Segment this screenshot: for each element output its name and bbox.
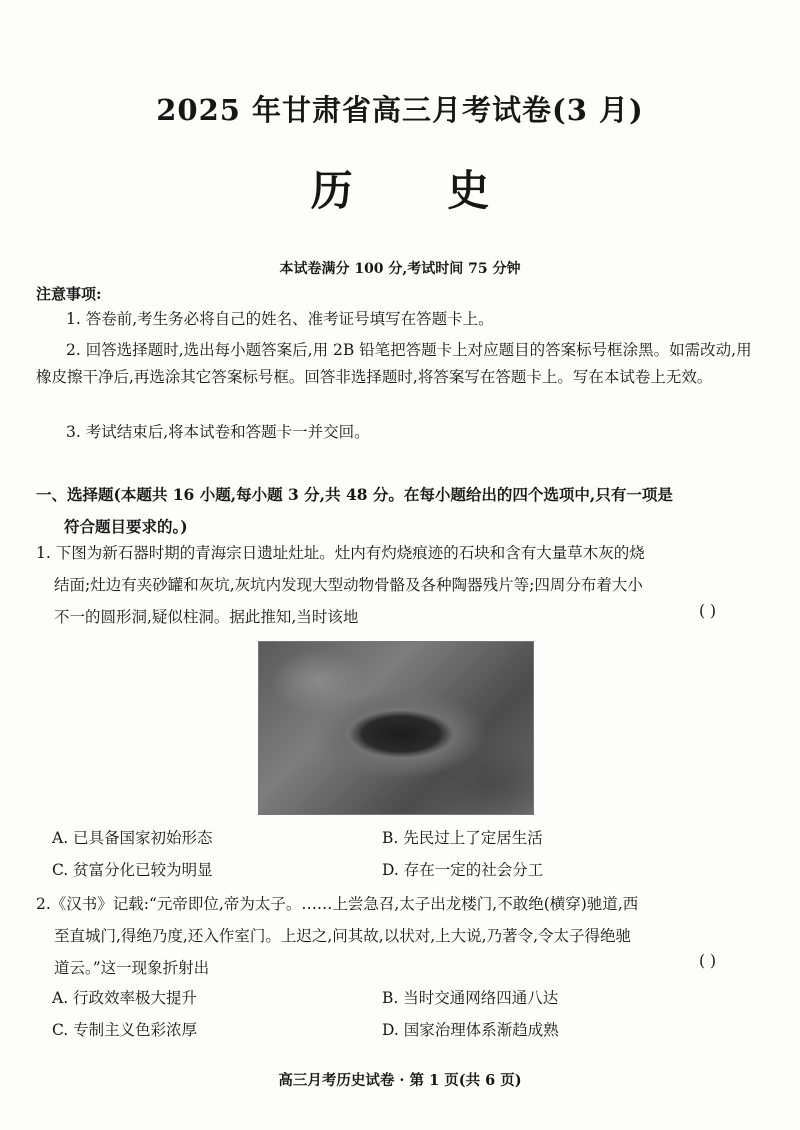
question-1 xyxy=(36,537,760,633)
question-1-option-b: B. 先民过上了定居生活 xyxy=(382,829,543,847)
exam-meta: 本试卷满分 100 分,考试时间 75 分钟 xyxy=(279,261,521,277)
exam-title: 2025 年甘肃省高三月考试卷(3 月) xyxy=(156,93,644,127)
question-2-line-3: 道云。”这一现象折射出 xyxy=(54,959,210,977)
note-item-2: 2. 回答选择题时,选出每小题答案后,用 2B 铅笔把答题卡上对应题目的答案标号框涂黑。如需改动,用橡皮擦干净后,再选涂其它答案标号框。回答非选择题时,将答案写在答题卡上。写在本试卷上无效。 xyxy=(36,341,752,386)
section-line-2: 符合题目要求的。) xyxy=(64,517,188,536)
question-2-option-a: A. 行政效率极大提升 xyxy=(52,989,198,1007)
question-2-line-1: 2.《汉书》记载:“元帝即位,帝为太子。……上尝急召,太子出龙楼门,不敢绝(横穿)驰道,西 xyxy=(36,895,639,913)
question-2-line-2: 至直城门,得绝乃度,还入作室门。上迟之,问其故,以状对,上大说,乃著令,令太子得绝驰 xyxy=(54,927,631,945)
section-line-1: 一、选择题(本题共 16 小题,每小题 3 分,共 48 分。在每小题给出的四个选项中,只有一项是 xyxy=(36,485,673,504)
question-1-line-3: 不一的圆形洞,疑似柱洞。据此推知,当时该地 xyxy=(54,608,359,626)
question-2-answer-paren: ( ) xyxy=(698,952,716,970)
question-1-option-d: D. 存在一定的社会分工 xyxy=(382,861,544,879)
hearth-site-photo xyxy=(258,641,534,815)
question-2 xyxy=(36,888,760,984)
subject-title: 历 史 xyxy=(310,166,530,215)
note-item-3: 3. 考试结束后,将本试卷和答题卡一并交回。 xyxy=(66,423,370,441)
section-heading xyxy=(36,479,760,543)
note-item-1: 1. 答卷前,考生务必将自己的姓名、准考证号填写在答题卡上。 xyxy=(66,310,494,328)
question-2-option-b: B. 当时交通网络四通八达 xyxy=(382,989,559,1007)
question-1-option-a: A. 已具备国家初始形态 xyxy=(52,829,213,847)
question-2-option-d: D. 国家治理体系渐趋成熟 xyxy=(382,1021,559,1039)
question-2-option-c: C. 专制主义色彩浓厚 xyxy=(52,1021,198,1039)
page-footer: 高三月考历史试卷 · 第 1 页(共 6 页) xyxy=(278,1072,522,1089)
question-1-line-1: 1. 下图为新石器时期的青海宗日遗址灶址。灶内有灼烧痕迹的石块和含有大量草木灰的烧 xyxy=(36,544,645,562)
question-1-answer-paren: ( ) xyxy=(698,602,716,620)
question-1-option-c: C. 贫富分化已较为明显 xyxy=(52,861,213,879)
question-1-line-2: 结面;灶边有夹砂罐和灰坑,灰坑内发现大型动物骨骼及各种陶器残片等;四周分布着大小 xyxy=(54,576,643,594)
notes-heading: 注意事项: xyxy=(36,285,102,303)
